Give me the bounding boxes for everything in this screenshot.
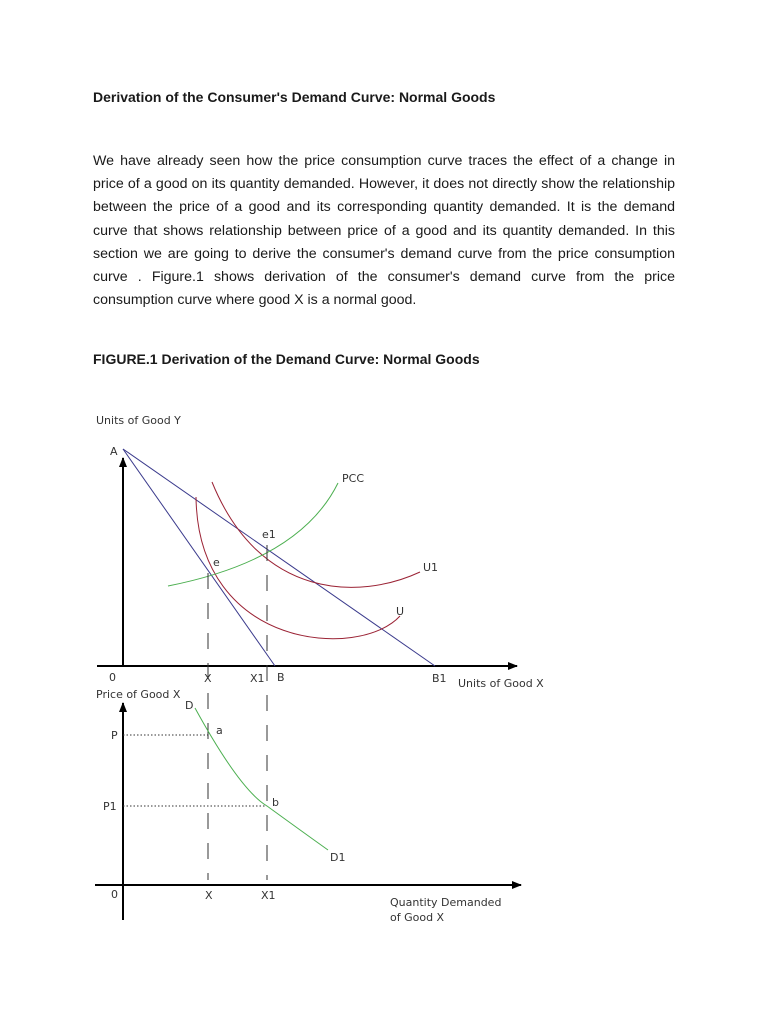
body-paragraph: We have already seen how the price consumption curve traces the effect of a change in price of a good on its quantity demanded. However, it does not directly show the relationship between the price of a good and its corresponding quantity demanded. It is the demand curve that shows relationship between price of a good and its quantity demanded. In this section we are going to derive the consumer's demand curve from the price consumption curve . Figure.1 shows derivation of the consumer's demand curve from the price consumption curve where good X is a normal good.: [93, 153, 675, 309]
bottom-origin-label: 0: [111, 888, 118, 901]
figure-caption: FIGURE.1 Derivation of the Demand Curve: Normal Goods: [93, 351, 480, 367]
point-b1-label: B1: [432, 672, 447, 685]
bottom-x-axis-label-line1: Quantity Demanded: [390, 896, 502, 909]
tick-p1-label: P1: [103, 800, 117, 813]
pcc-label: PCC: [342, 472, 364, 485]
top-tick-x-label: X: [204, 672, 212, 685]
indifference-curve-u: [196, 497, 400, 639]
bottom-y-axis-label: Price of Good X: [96, 688, 181, 701]
point-b-label: B: [277, 671, 285, 684]
budget-line-ab1: [123, 449, 435, 666]
point-a-label: A: [110, 445, 118, 458]
bottom-x-axis-label-line2: of Good X: [390, 911, 445, 924]
bottom-tick-x-label: X: [205, 889, 213, 902]
tick-p-label: P: [111, 729, 118, 742]
demand-curve: [195, 708, 328, 850]
demand-d-label: D: [185, 699, 194, 712]
top-x-axis-label: Units of Good X: [458, 677, 544, 690]
indifference-curve-u1: [212, 482, 420, 587]
bottom-tick-x1-label: X1: [261, 889, 276, 902]
point-e-label: e: [213, 556, 220, 569]
point-b-demand-label: b: [272, 796, 279, 809]
point-a-demand-label: a: [216, 724, 223, 737]
point-e1-label: e1: [262, 528, 276, 541]
indifference-u-label: U: [396, 605, 405, 618]
top-y-axis-label: Units of Good Y: [96, 414, 181, 427]
top-tick-x1-label: X1: [250, 672, 265, 685]
indifference-u1-label: U1: [423, 561, 439, 574]
budget-line-ab: [123, 449, 275, 666]
demand-d1-label: D1: [330, 851, 346, 864]
document-title: Derivation of the Consumer's Demand Curve: Normal Goods: [93, 89, 496, 105]
demand-derivation-figure: [0, 400, 768, 940]
top-origin-label: 0: [109, 671, 116, 684]
